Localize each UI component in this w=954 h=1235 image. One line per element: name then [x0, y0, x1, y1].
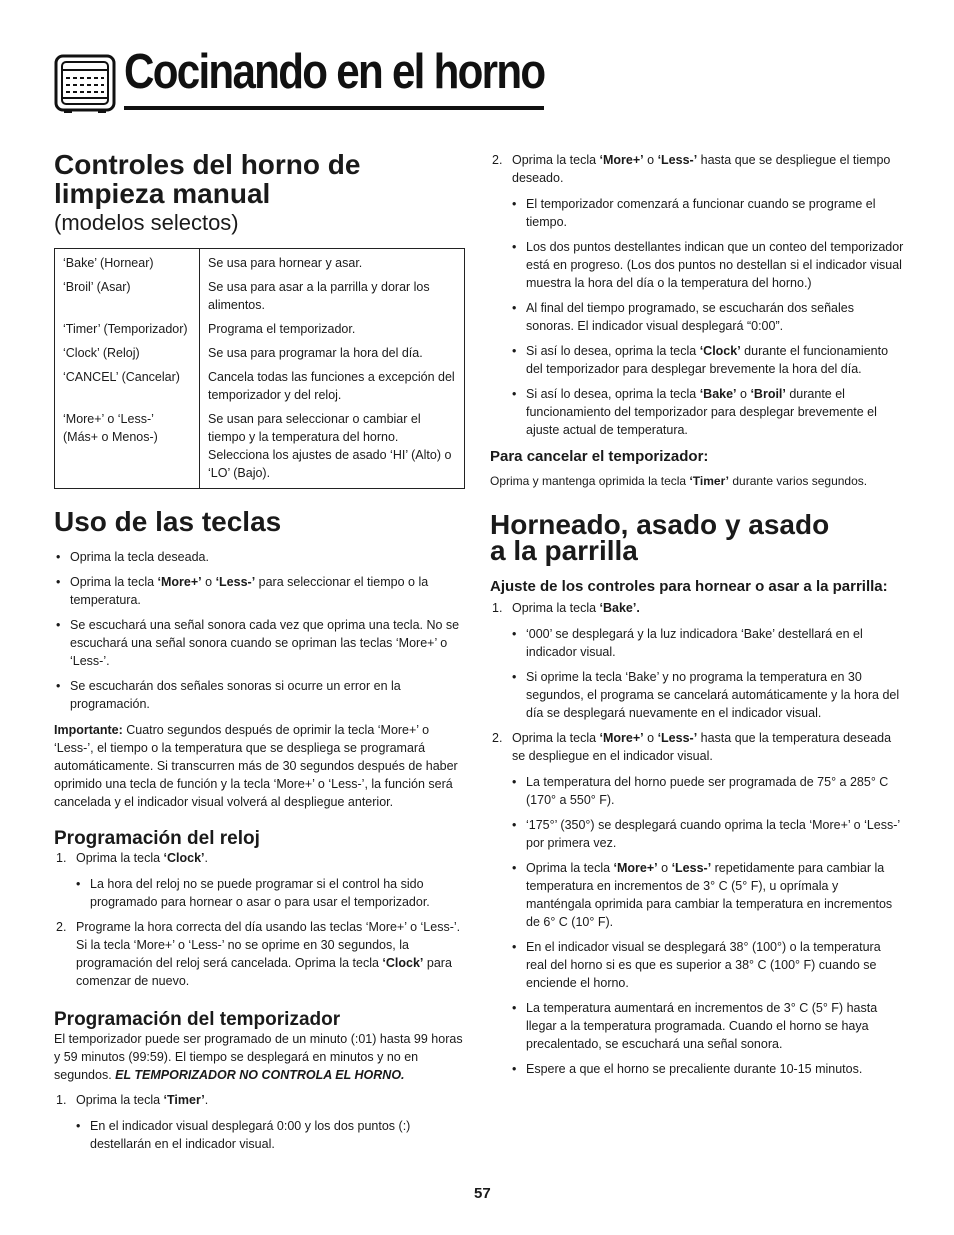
list-item: • Oprima la tecla ‘More+’ o ‘Less-’ para seleccionar el tiempo o la temperatura. — [54, 573, 466, 609]
list-item: • Se escuchará una señal sonora cada vez que oprima una tecla. No se escuchará una señal sonora cuando se opriman las teclas ‘More+’ o ‘Less-’. — [54, 616, 466, 670]
key-description: Se usa para hornear y asar. — [208, 256, 363, 270]
list-item: • La temperatura del horno puede ser programada de 75° a 285° C (170° a 550° F). — [510, 773, 904, 809]
title-rule — [124, 106, 544, 110]
oven-icon — [54, 54, 116, 114]
list-item: • Oprima la tecla deseada. — [54, 548, 466, 566]
key-name: ‘More+’ o ‘Less-’ (Más+ o Menos-) — [55, 407, 200, 489]
key-name: ‘CANCEL’ (Cancelar) — [55, 365, 200, 407]
list-item: • Espere a que el horno se precaliente durante 10-15 minutos. — [510, 1060, 904, 1078]
table-row — [55, 365, 465, 407]
horneado-subtitle: Ajuste de los controles para hornear o asar a la parrilla: — [490, 578, 888, 595]
page-header — [54, 45, 545, 142]
list-item: • El temporizador comenzará a funcionar cuando se programe el tiempo. — [510, 195, 904, 231]
table-row — [55, 249, 465, 276]
temporizador-step-1-notes — [54, 1117, 466, 1153]
important-note: Importante: Cuatro segundos después de oprimir la tecla ‘More+’ o ‘Less-’, el tiempo o la temperatura que se despliega se programará automáticamente. Si transcurren más de 30 segundos después de haber oprimido una tecla de función y la tecla ‘More+’ o ‘Less-’, la función será cancelada y el indicador visual volverá al despliegue anterior. — [54, 723, 458, 809]
key-description: Cancela todas las funciones a excepción del temporizador y del reloj. — [208, 370, 455, 402]
horneado-step-1-notes — [490, 625, 904, 722]
uso-list — [54, 548, 466, 713]
list-item: • ‘000’ se desplegará y la luz indicadora ‘Bake’ destellará en el indicador visual. — [510, 625, 904, 661]
key-description: Se usan para seleccionar o cambiar el tiempo y la temperatura del horno. Selecciona los ajustes de asado ‘HI’ (Alto) o ‘LO’ (Bajo). — [208, 412, 452, 480]
reloj-step-1-notes — [54, 875, 466, 911]
horneado-step-1: 1. Oprima la tecla ‘Bake’. — [492, 601, 640, 615]
list-item: • La hora del reloj no se puede programar si el control ha sido programado para hornear o asar o para usar el temporizador. — [74, 875, 466, 911]
controls-title: Controles del horno de limpieza manual — [54, 149, 361, 209]
uso-title: Uso de las teclas — [54, 506, 282, 537]
cancel-timer-text: Oprima y mantenga oprimida la tecla ‘Timer’ durante varios segundos. — [490, 474, 868, 488]
list-item: • Se escucharán dos señales sonoras si ocurre un error en la programación. — [54, 677, 466, 713]
horneado-title: Horneado, asado y asado a la parrilla — [490, 509, 830, 566]
reloj-step-2: 2. Programe la hora correcta del día usando las teclas ‘More+’ o ‘Less-’. Si la tecla ‘More+’ o ‘Less-’ no se oprime en 30 segundos, la programación del reloj será cancelada. Oprima la tecla ‘Clock’ para comenzar de nuevo. — [56, 920, 461, 988]
list-item: • Si así lo desea, oprima la tecla ‘Clock’ durante el funcionamiento del temporizador para desplegar brevemente la hora del día. — [510, 342, 904, 378]
list-item: • Oprima la tecla ‘More+’ o ‘Less-’ repetidamente para cambiar la temperatura en incrementos de 3° C (5° F), u oprímala y manténgala oprimida para cambiar la temperatura en incrementos de 6° C (10° F). — [510, 859, 904, 931]
temporizador-step-2-notes — [490, 195, 904, 439]
key-name: ‘Timer’ (Temporizador) — [55, 317, 200, 341]
list-item: • Si oprime la tecla ‘Bake’ y no programa la temperatura en 30 segundos, el programa se cancelará automáticamente y la hora del día se desplegará nuevamente en el indicador visual. — [510, 668, 904, 722]
left-column — [54, 150, 466, 1153]
list-item: • La temperatura aumentará en incrementos de 3° C (5° F) hasta llegar a la temperatura programada. Cuando el horno se haya precalentado, se escuchará una señal sonora. — [510, 999, 904, 1053]
temporizador-title: Programación del temporizador — [54, 1009, 341, 1030]
table-row — [55, 317, 465, 341]
reloj-step-1: 1. Oprima la tecla ‘Clock’. — [56, 851, 209, 865]
controls-subtitle: (modelos selectos) — [54, 210, 239, 235]
key-name: ‘Bake’ (Hornear) — [55, 249, 200, 276]
list-item: • ‘175°’ (350°) se desplegará cuando oprima la tecla ‘More+’ o ‘Less-’ por primera vez. — [510, 816, 904, 852]
page-number: 57 — [474, 1185, 491, 1202]
list-item: • Si así lo desea, oprima la tecla ‘Bake’ o ‘Broil’ durante el funcionamiento del temporizador para desplegar brevemente el ajuste actual de temperatura. — [510, 385, 904, 439]
key-name: ‘Broil’ (Asar) — [55, 275, 200, 317]
temporizador-step-2: 2. Oprima la tecla ‘More+’ o ‘Less-’ hasta que se despliegue el tiempo deseado. — [492, 153, 891, 185]
reloj-title: Programación del reloj — [54, 828, 260, 849]
controls-table — [54, 248, 465, 489]
list-item: • En el indicador visual se desplegará 38° (100°) o la temperatura real del horno si es que es superior a 38° C (100° F) cuando se enciende el horno. — [510, 938, 904, 992]
horneado-step-2-notes — [490, 773, 904, 1078]
cancel-timer-title: Para cancelar el temporizador: — [490, 448, 709, 465]
temporizador-step-1: 1. Oprima la tecla ‘Timer’. — [56, 1093, 209, 1107]
list-item: • Al final del tiempo programado, se escucharán dos señales sonoras. El indicador visual desplegará “0:00”. — [510, 299, 904, 335]
list-item: • En el indicador visual desplegará 0:00 y los dos puntos (:) destellarán en el indicador visual. — [74, 1117, 466, 1153]
key-description: Programa el temporizador. — [208, 322, 356, 336]
temporizador-intro: El temporizador puede ser programado de un minuto (:01) hasta 99 horas y 59 minutos (99:59). El tiempo se desplegará en minutos y no en segundos. EL TEMPORIZADOR NO CONTROLA EL HORNO. — [54, 1032, 463, 1082]
key-description: Se usa para programar la hora del día. — [208, 346, 423, 360]
horneado-step-2: 2. Oprima la tecla ‘More+’ o ‘Less-’ hasta que la temperatura deseada se despliegue en el indicador visual. — [492, 731, 892, 763]
page-title: Cocinando en el horno — [124, 45, 545, 99]
table-row — [55, 407, 465, 489]
key-description: Se usa para asar a la parrilla y dorar los alimentos. — [208, 280, 430, 312]
key-name: ‘Clock’ (Reloj) — [55, 341, 200, 365]
table-row — [55, 275, 465, 317]
table-row — [55, 341, 465, 365]
list-item: • Los dos puntos destellantes indican que un conteo del temporizador está en progreso. (Los dos puntos no destellan si el indicador visual muestra la hora del día o la temperatura del horno.) — [510, 238, 904, 292]
right-column — [490, 151, 904, 1078]
